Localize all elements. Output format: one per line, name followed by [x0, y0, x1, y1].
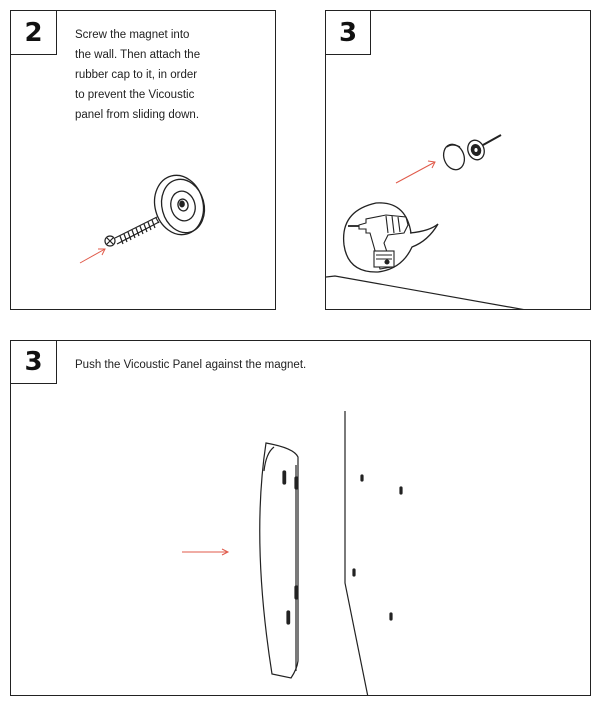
step-number-badge: 2: [10, 10, 57, 55]
screw-and-magnet-illustration: [11, 11, 276, 310]
wall-edge-line: [326, 276, 526, 310]
panel-against-magnet-illustration: [11, 341, 591, 696]
magnet-icon: [465, 135, 501, 162]
step-2-panel: [10, 10, 276, 310]
rubber-cap-icon: [440, 141, 468, 172]
step-3-instruction: Push the Vicoustic Panel against the magnet.: [75, 359, 307, 371]
arrow-icon: [396, 161, 435, 183]
step-number-badge: 3: [10, 340, 57, 384]
acoustic-panel-icon: [260, 443, 298, 678]
step-3-push-panel: [10, 340, 591, 696]
step-2-instruction: Screw the magnet into the wall. Then attach the rubber cap to it, in order to prevent the Vicoustic panel from sliding down.: [75, 29, 201, 121]
arrow-icon: [182, 549, 228, 555]
drill-mounting-illustration: [326, 11, 591, 310]
step-3-drill-panel: [325, 10, 591, 310]
arrow-icon: [80, 249, 105, 263]
screw-icon: [105, 217, 159, 246]
step-number-badge: 3: [325, 10, 371, 55]
magnet-icon: [148, 170, 210, 240]
wall-icon: [345, 411, 402, 696]
